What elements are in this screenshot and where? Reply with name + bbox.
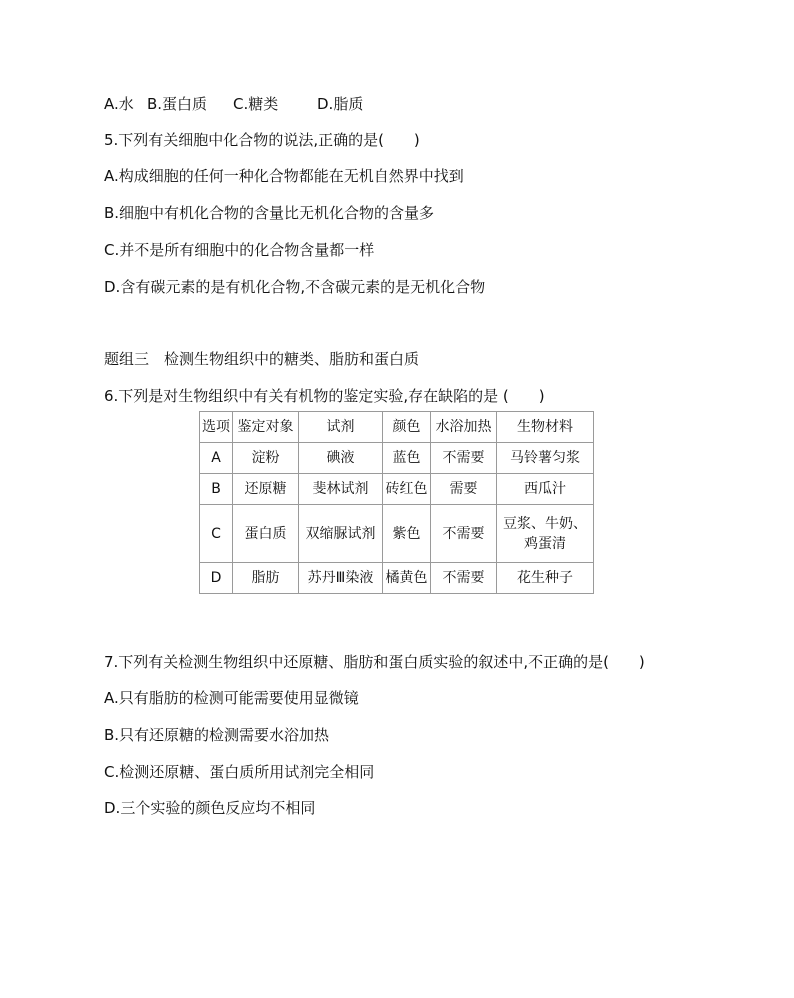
table-cell: 淀粉 xyxy=(233,443,299,474)
q7-option-b: B.只有还原糖的检测需要水浴加热 xyxy=(104,726,330,744)
q7-option-c: C.检测还原糖、蛋白质所用试剂完全相同 xyxy=(104,763,375,781)
q5-option-a: A.构成细胞的任何一种化合物都能在无机自然界中找到 xyxy=(104,167,464,185)
experiment-table xyxy=(199,411,594,594)
table-cell: 花生种子 xyxy=(497,563,594,594)
table-header-cell: 水浴加热 xyxy=(431,412,497,443)
q7-option-d: D.三个实验的颜色反应均不相同 xyxy=(104,799,316,817)
table-row xyxy=(200,474,594,505)
q4-option-d: D.脂质 xyxy=(317,95,364,113)
table-cell: 西瓜汁 xyxy=(497,474,594,505)
table-cell: 蛋白质 xyxy=(233,505,299,563)
table-cell: 不需要 xyxy=(431,443,497,474)
table-cell: A xyxy=(200,443,233,474)
table-header-cell: 选项 xyxy=(200,412,233,443)
table-cell: 不需要 xyxy=(431,563,497,594)
q5-option-b: B.细胞中有机化合物的含量比无机化合物的含量多 xyxy=(104,204,435,222)
table-header-cell: 试剂 xyxy=(299,412,383,443)
table-cell: 碘液 xyxy=(299,443,383,474)
table-cell: 双缩脲试剂 xyxy=(299,505,383,563)
table-cell: 斐林试剂 xyxy=(299,474,383,505)
table-row xyxy=(200,443,594,474)
table-cell: D xyxy=(200,563,233,594)
q5-option-d: D.含有碳元素的是有机化合物,不含碳元素的是无机化合物 xyxy=(104,278,486,296)
table-cell: 脂肪 xyxy=(233,563,299,594)
table-header-cell: 颜色 xyxy=(383,412,431,443)
table-header-row xyxy=(200,412,594,443)
table-cell: 蓝色 xyxy=(383,443,431,474)
table-cell: 不需要 xyxy=(431,505,497,563)
q6-stem: 6.下列是对生物组织中有关有机物的鉴定实验,存在缺陷的是 ( ) xyxy=(104,387,545,405)
table-cell: 砖红色 xyxy=(383,474,431,505)
question-4-options xyxy=(104,94,363,114)
table-cell: 橘黄色 xyxy=(383,563,431,594)
q4-option-c: C.糖类 xyxy=(233,95,279,113)
table-cell: B xyxy=(200,474,233,505)
table-row xyxy=(200,563,594,594)
table-cell: 豆浆、牛奶、鸡蛋清 xyxy=(497,505,594,563)
table-cell: 紫色 xyxy=(383,505,431,563)
table-cell: 马铃薯匀浆 xyxy=(497,443,594,474)
table-cell: 苏丹Ⅲ染液 xyxy=(299,563,383,594)
q7-stem: 7.下列有关检测生物组织中还原糖、脂肪和蛋白质实验的叙述中,不正确的是( ) xyxy=(104,653,645,671)
group-3-title: 题组三 检测生物组织中的糖类、脂肪和蛋白质 xyxy=(104,350,420,368)
table-cell: 需要 xyxy=(431,474,497,505)
table-header-cell: 生物材料 xyxy=(497,412,594,443)
q7-option-a: A.只有脂肪的检测可能需要使用显微镜 xyxy=(104,689,359,707)
table-cell: C xyxy=(200,505,233,563)
table-header-cell: 鉴定对象 xyxy=(233,412,299,443)
table-cell: 还原糖 xyxy=(233,474,299,505)
table-row xyxy=(200,505,594,563)
q5-stem: 5.下列有关细胞中化合物的说法,正确的是( ) xyxy=(104,131,420,149)
q5-option-c: C.并不是所有细胞中的化合物含量都一样 xyxy=(104,241,375,259)
q4-option-b: B.蛋白质 xyxy=(147,95,208,113)
q4-option-a: A.水 xyxy=(104,95,134,113)
